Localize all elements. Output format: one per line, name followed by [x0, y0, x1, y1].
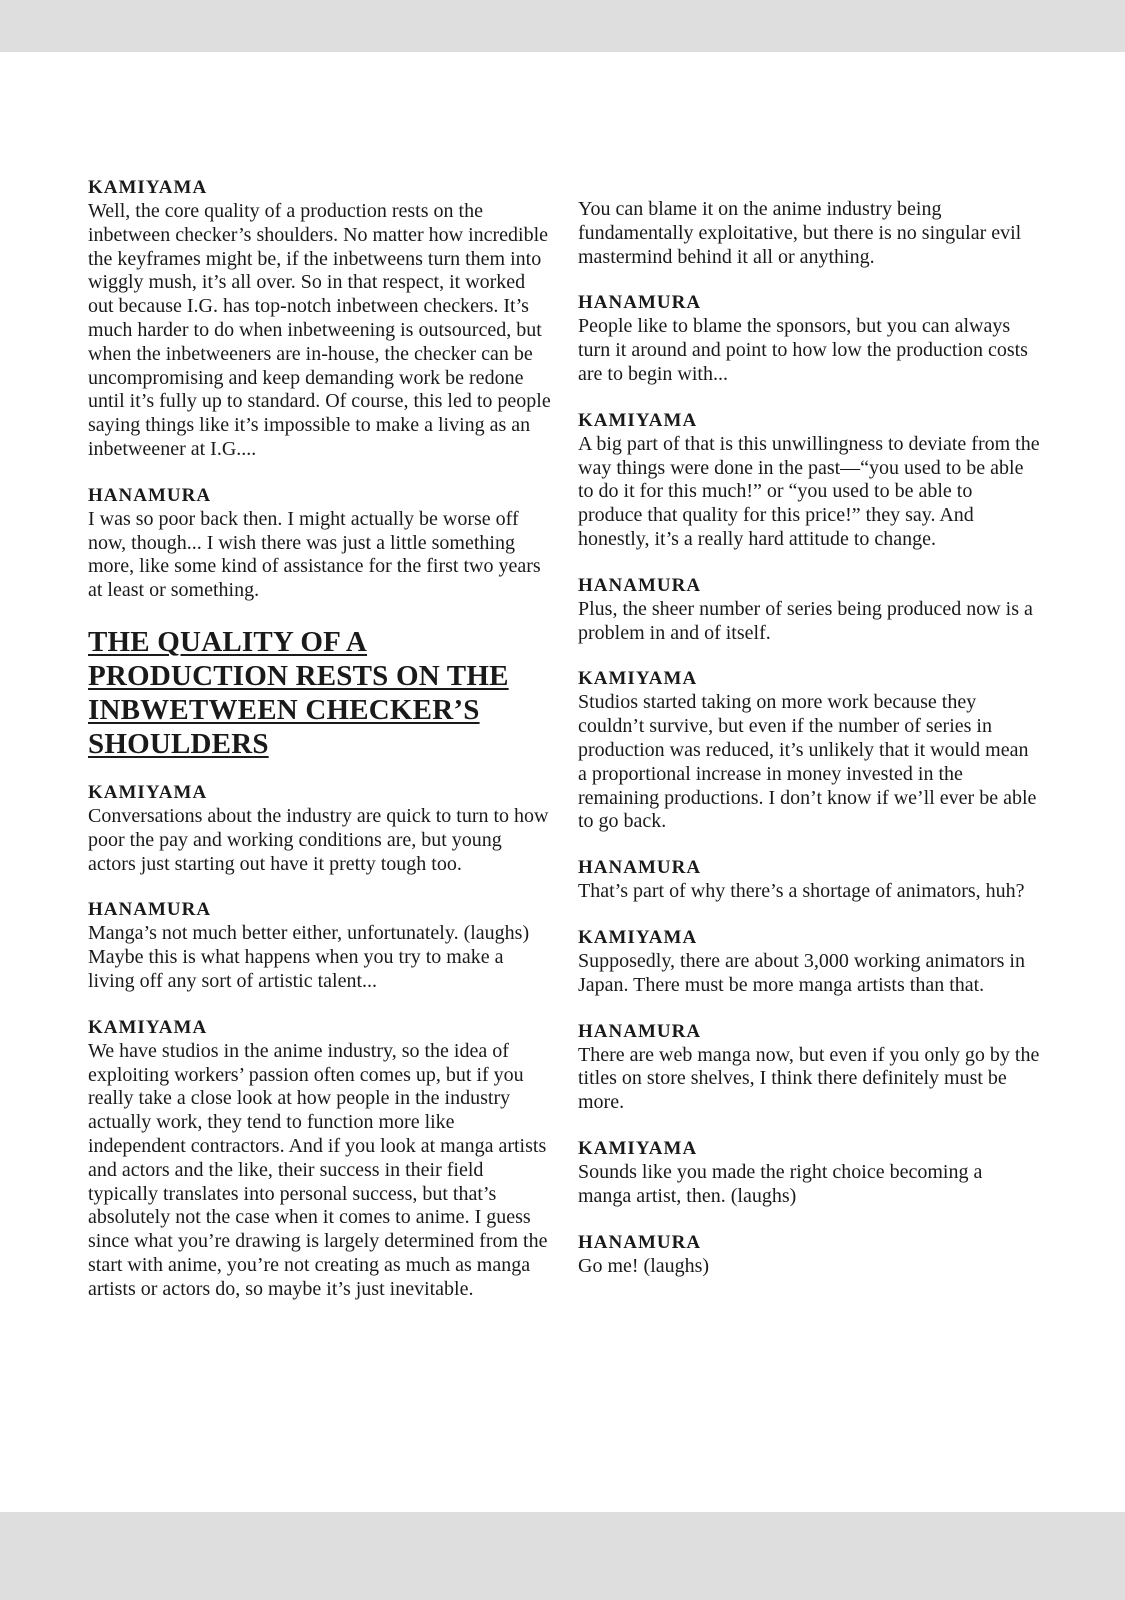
viewer-top-margin [0, 0, 1125, 52]
dialogue-entry [88, 176, 554, 462]
speaker-name: KAMIYAMA [88, 1016, 208, 1038]
speaker-name: HANAMURA [88, 899, 212, 921]
dialogue-entry [578, 1020, 1040, 1115]
viewer-bottom-margin [0, 1512, 1125, 1600]
dialogue-text: Manga’s not much better either, unfortunately. (laughs) Maybe this is what happens when you try to make a living off any sort of artistic talent... [88, 922, 530, 992]
dialogue-text: Conversations about the industry are quick to turn to how poor the pay and working conditions are, but young actors just starting out have it pretty tough too. [88, 804, 549, 875]
speaker-name: HANAMURA [578, 857, 702, 879]
speaker-name: KAMIYAMA [578, 1137, 698, 1159]
dialogue-text: A big part of that is this unwillingness to deviate from the way things were done in the past—“you used to be able to do it for this much!” or “you used to be able to produce that quality for this price!” they say. And honestly, it’s a really hard attitude to change. [578, 432, 1040, 550]
dialogue-text: Well, the core quality of a production rests on the inbetween checker’s shoulders. No matter how incredible the keyframes might be, if the inbetweens turn them into wiggly mush, it’s all over. So in that respect, it worked out because I.G. has top-notch inbetween checkers. It’s much harder to do when inbetweening is outsourced, but when the inbetweeners are in-house, the checker can be uncompromising and keep demanding work be redone until it’s fully up to standard. Of course, this led to people saying things like it’s impossible to make a living as an inbetweener at I.G.... [88, 200, 551, 460]
document-page [0, 52, 1125, 1512]
dialogue-entry [88, 1016, 554, 1302]
speaker-name: KAMIYAMA [578, 926, 698, 948]
dialogue-text: That’s part of why there’s a shortage of animators, huh? [578, 880, 1025, 903]
speaker-name: HANAMURA [578, 292, 702, 314]
speaker-name: HANAMURA [88, 484, 212, 506]
speaker-name: HANAMURA [578, 1020, 702, 1042]
left-column [88, 176, 554, 1324]
dialogue-text: Plus, the sheer number of series being produced now is a problem in and of itself. [578, 597, 1033, 644]
dialogue-continuation [578, 198, 1040, 269]
dialogue-entry [578, 291, 1040, 386]
dialogue-entry [88, 898, 554, 993]
dialogue-text: I was so poor back then. I might actually be worse off now, though... I wish there was just a little something more, like some kind of assistance for the first two years at least or something. [88, 507, 541, 602]
dialogue-entry [578, 1137, 1040, 1209]
dialogue-entry [88, 781, 554, 876]
speaker-name: HANAMURA [578, 1231, 702, 1253]
dialogue-entry [578, 856, 1040, 904]
dialogue-text: We have studios in the anime industry, so the idea of exploiting workers’ passion often comes up, but if you really take a close look at how people in the industry actually work, they tend to function more like independent contractors. And if you look at manga artists and actors and the like, their success in their field typically translates into personal success, but that’s absolutely not the case when it comes to anime. I guess since what you’re drawing is largely determined from the start with anime, you’re not creating as much as manga artists or actors do, so maybe it’s just inevitable. [88, 1039, 548, 1300]
speaker-name: KAMIYAMA [578, 409, 698, 431]
dialogue-entry [88, 484, 554, 603]
speaker-name: KAMIYAMA [88, 781, 208, 803]
section-heading: THE QUALITY OF A PRODUCTION RESTS ON THE INBWETWEEN CHECKER’S SHOULDERS [88, 625, 509, 760]
dialogue-entry [578, 1231, 1040, 1279]
right-column [578, 198, 1040, 1300]
speaker-name: KAMIYAMA [88, 177, 208, 198]
dialogue-entry [578, 926, 1040, 998]
dialogue-text: You can blame it on the anime industry being fundamentally exploitative, but there is no singular evil mastermind behind it all or anything. [578, 198, 1022, 268]
speaker-name: KAMIYAMA [578, 668, 698, 690]
dialogue-text: People like to blame the sponsors, but you can always turn it around and point to how low the production costs are to begin with... [578, 315, 1028, 385]
dialogue-text: Studios started taking on more work because they couldn’t survive, but even if the number of series in production was reduced, it’s unlikely that it would mean a proportional increase in money invested in the remaining productions. I don’t know if we’ll ever be able to go back. [578, 691, 1037, 833]
dialogue-entry [578, 409, 1040, 552]
dialogue-text: There are web manga now, but even if you only go by the titles on store shelves, I think there definitely must be more. [578, 1043, 1040, 1114]
dialogue-text: Sounds like you made the right choice becoming a manga artist, then. (laughs) [578, 1160, 983, 1207]
dialogue-text: Go me! (laughs) [578, 1254, 710, 1277]
dialogue-entry [578, 667, 1040, 834]
dialogue-text: Supposedly, there are about 3,000 working animators in Japan. There must be more manga artists than that. [578, 949, 1025, 996]
dialogue-entry [578, 574, 1040, 646]
speaker-name: HANAMURA [578, 574, 702, 596]
